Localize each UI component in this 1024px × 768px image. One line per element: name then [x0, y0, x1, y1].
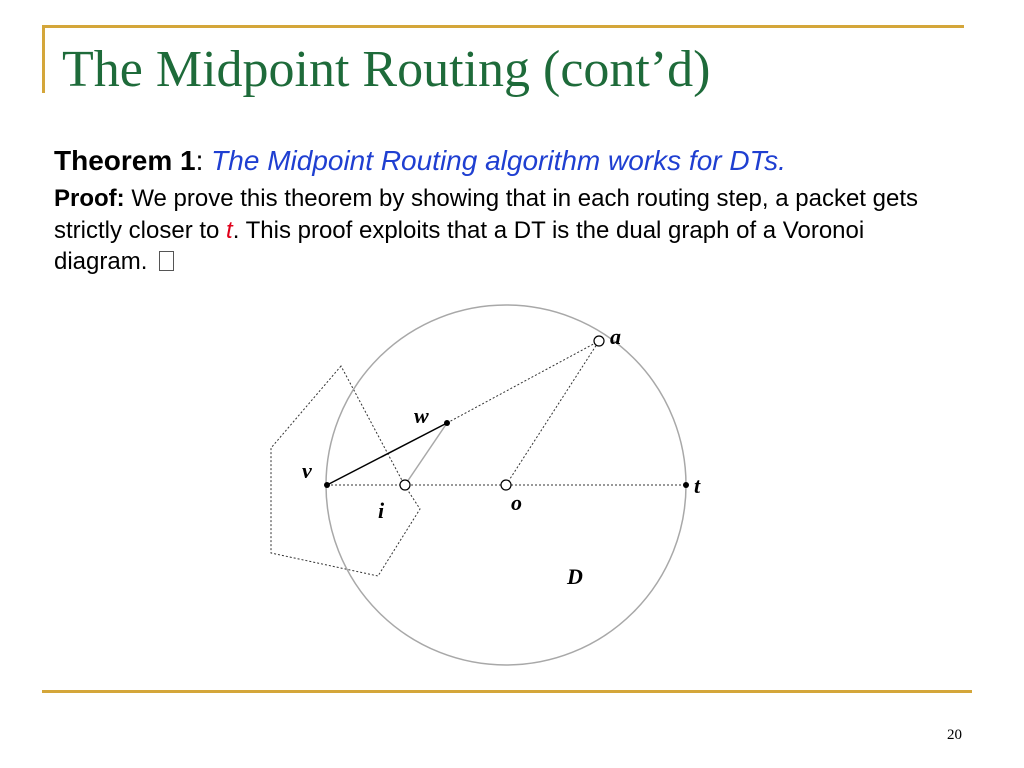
- edge-w-a: [447, 341, 599, 423]
- label-i: i: [378, 498, 385, 523]
- label-o: o: [511, 490, 522, 515]
- node-o: [501, 480, 511, 490]
- label-t: t: [694, 473, 701, 498]
- label-v: v: [302, 458, 312, 483]
- node-a: [594, 336, 604, 346]
- node-t: [683, 482, 689, 488]
- edge-v-w: [327, 423, 447, 485]
- label-a: a: [610, 324, 621, 349]
- node-w: [444, 420, 450, 426]
- node-v: [324, 482, 330, 488]
- label-d: D: [567, 564, 583, 589]
- proof-text-after: . This proof exploits that a DT is the dual graph of a Voronoi diagram.: [54, 216, 865, 275]
- slide-title: The Midpoint Routing (cont’d): [62, 41, 711, 98]
- page-number: 20: [947, 727, 962, 743]
- proof-text-before: We prove this theorem by showing that in each routing step, a packet gets strictly closer to: [54, 185, 918, 244]
- label-w: w: [414, 403, 429, 428]
- theorem-statement: The Midpoint Routing algorithm works for DTs.: [211, 145, 786, 176]
- theorem-label: Theorem 1: [54, 145, 196, 176]
- proof-label: Proof:: [54, 185, 125, 212]
- edge-i-w: [405, 423, 447, 485]
- proof-target-variable: t: [226, 216, 233, 244]
- theorem-separator: :: [195, 145, 212, 176]
- node-i: [400, 480, 410, 490]
- voronoi-cell: [271, 366, 420, 576]
- edge-o-a: [506, 341, 599, 485]
